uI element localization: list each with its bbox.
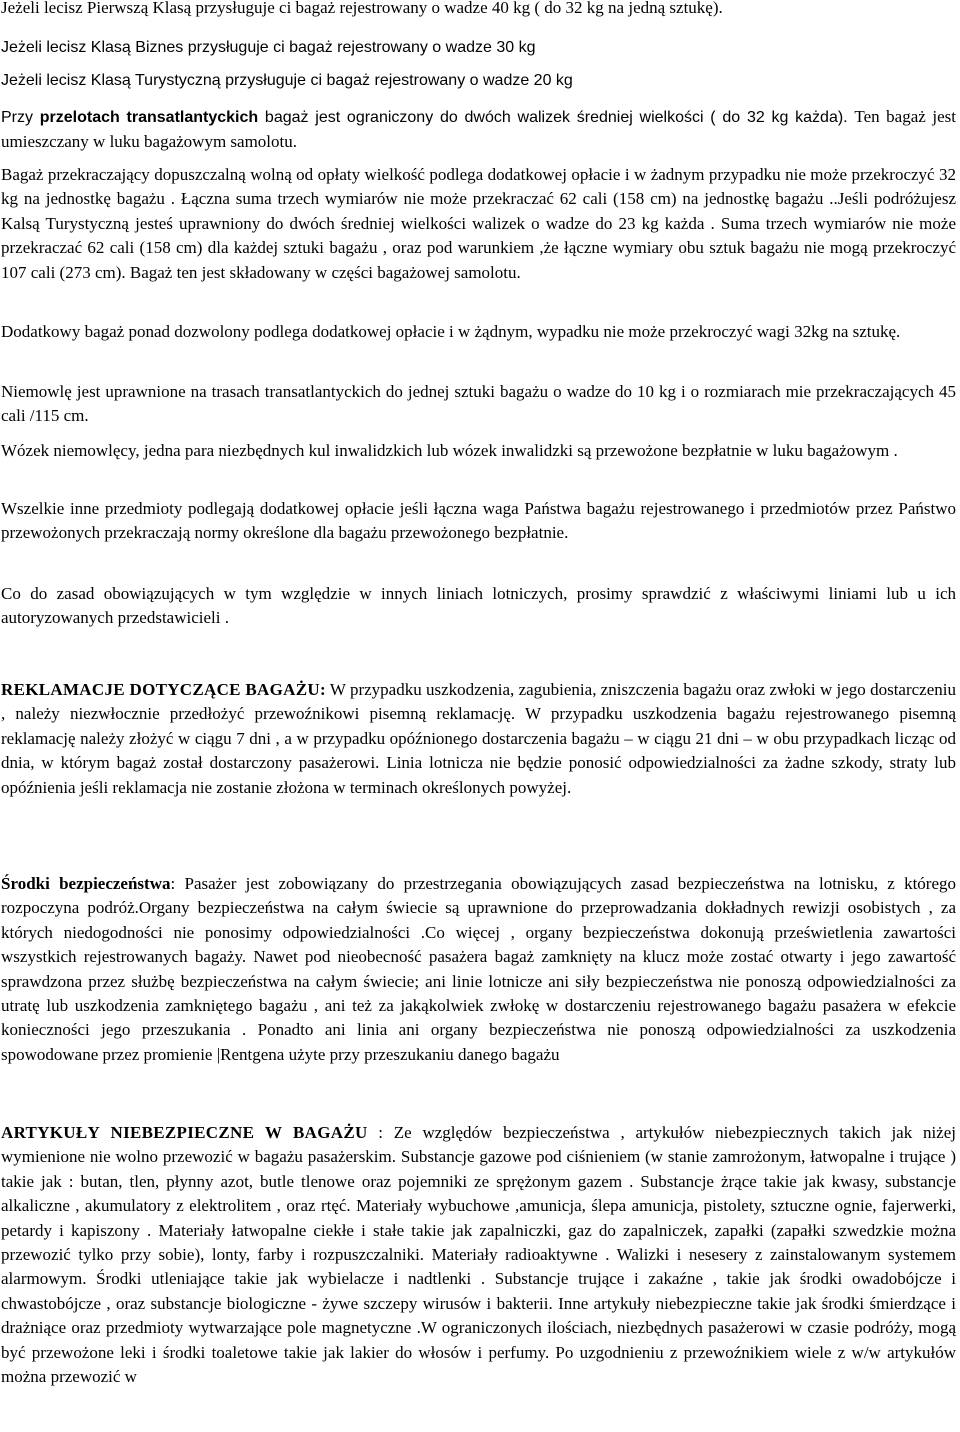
dangerous-items-paragraph xyxy=(1,1121,956,1389)
excess-baggage-paragraph: Bagaż przekraczający dopuszczalną wolną od opłaty wielkość podlega dodatkowej opłacie i w żadnym przypadku nie może przekroczyć 32 kg na jednostkę bagażu . Łączna suma trzech wymiarów nie może przekraczać 62 cali (158 cm) na jednostkę bagażu ..Jeśli podróżujesz Kalsą Turystyczną jesteś uprawniony do dwóch średniej wielkości walizek o wadze do 23 kg każda . Suma trzech wymiarów nie może przekraczać 62 cali (158 cm) dla każdej sztuki bagażu , oraz pod warunkiem ,że łączne wymiary obu sztuk bagażu nie mogą przekroczyć 107 cali (273 cm). Bagaż ten jest składowany w części bagażowej samolotu. xyxy=(1,165,956,282)
transatlantic-paragraph xyxy=(1,105,956,156)
dangerous-heading: ARTYKUŁY NIEBEZPIECZNE W BAGAŻU xyxy=(1,1123,368,1142)
complaints-heading: REKLAMACJE DOTYCZĄCE BAGAŻU: xyxy=(1,680,326,699)
baggage-first-class-line: Jeżeli lecisz Pierwszą Klasą przysługuje ci bagaż rejestrowany o wadze 40 kg ( do 32 kg na jedną sztukę). xyxy=(1,0,723,17)
extra-baggage-paragraph: Dodatkowy bagaż ponad dozwolony podlega dodatkowej opłacie i w żądnym, wypadku nie może przekroczyć wagi 32kg na sztukę. xyxy=(1,322,901,341)
transatlantic-tail: Ten bagaż jest umieszczany w luku bagażowym samolotu. xyxy=(1,107,956,152)
security-tail: Rentgena użyte przy przeszukaniu danego bagażu xyxy=(220,1044,560,1064)
security-bar: | xyxy=(216,1044,221,1064)
baggage-business-line: Jeżeli lecisz Klasą Biznes przysługuje ci bagaż rejestrowany o wadze 30 kg xyxy=(1,39,536,56)
infant-baggage-paragraph: Niemowlę jest uprawnione na trasach transatlantyckich do jednej sztuki bagażu o wadze do 10 kg i o rozmiarach mie przekraczających 45 cali /115 cm. xyxy=(1,382,956,426)
security-paragraph xyxy=(1,872,956,1067)
complaints-paragraph xyxy=(1,678,956,800)
other-airlines-paragraph: Co do zasad obowiązujących w tym względzie w innych liniach lotniczych, prosimy sprawdzić z właściwymi liniami lub u ich autoryzowanych przedstawicieli . xyxy=(1,584,956,628)
transatlantic-lead: Przy xyxy=(1,109,40,126)
transatlantic-rest: bagaż jest ograniczony do dwóch walizek średniej wielkości ( do 32 kg każda). xyxy=(258,109,855,126)
security-heading: Środki bezpieczeństwa xyxy=(1,874,171,893)
transatlantic-bold: przelotach transatlantyckich xyxy=(39,109,259,126)
security-colon: : xyxy=(170,874,176,893)
security-body: Pasażer jest zobowiązany do przestrzegania obowiązujących zasad bezpieczeństwa na lotnisku, z którego rozpoczyna podróż.Organy bezpieczeństwa na całym świecie są uprawnione do przeprowadzania dokładnych rewizji osobistych , za których niedogodności nie ponosimy odpowiedzialności .Co więcej , organy bezpieczeństwa dokonują prześwietlenia zawartości wszystkich rejestrowanych bagaży. Nawet pod nieobecność pasażera bagaż zamknięty na klucz może zostać otwarty i jego zawartość sprawdzona przez służbę bezpieczeństwa na całym świecie; ani linie lotnicze ani siły bezpieczeństwa nie ponoszą odpowiedzialności za utratę lub uszkodzenia zamkniętego bagażu , ani też za jakąkolwiek zwłokę w dostarczeniu rejestrowanego bagażu pasażera w efekcie konieczności jego przeszukania . Ponadto ani linia ani organy bezpieczeństwa nie ponoszą odpowiedzialności za uszkodzenia spowodowane przez promienie xyxy=(1,874,956,1064)
complaints-body: W przypadku uszkodzenia, zagubienia, zniszczenia bagażu oraz zwłoki w jego dostarczeniu , należy niezwłocznie przedłożyć przewoźnikowi pisemną reklamację. W przypadku uszkodzenia bagażu rejestrowanego pisemną reklamację należy złożyć w ciągu 7 dni , a w przypadku opóźnionego dostarczenia bagażu – w ciągu 21 dni – w obu przypadkach licząc od dnia, w którym bagaż został dostarczony pasażerowi. Linia lotnicza nie będzie ponosić odpowiedzialności za żadne szkody, straty lub opóźnienia jeśli reklamacja nie zostanie złożona w terminach określonych powyżej. xyxy=(1,680,957,797)
other-items-paragraph: Wszelkie inne przedmioty podlegają dodatkowej opłacie jeśli łączna waga Państwa bagażu rejestrowanego i przedmiotów przez Państwo przewożonych przekraczają normy określone dla bagażu przewożonego bezpłatnie. xyxy=(1,499,956,543)
stroller-paragraph: Wózek niemowlęcy, jedna para niezbędnych kul inwalidzkich lub wózek inwalidzki są przewożone bezpłatnie w luku bagażowym . xyxy=(1,441,898,460)
dangerous-body: : Ze względów bezpieczeństwa , artykułów niebezpiecznych takich jak niżej wymienione nie wolno przewozić w bagażu pasażerskim. Substancje gazowe pod ciśnieniem (w stanie zamrożonym, łatwopalne i trujące ) takie jak : butan, tlen, płynny azot, butle tlenowe oraz pojemniki ze sprężonym gazem . Substancje żrące takie jak kwasy, substancje alkaliczne , akumulatory z elektrolitem , oraz rtęć. Materiały wybuchowe ,amunicja, ślepa amunicja, pistolety, sztuczne ognie, fajerwerki, petardy i kapiszony . Materiały łatwopalne ciekłe i stałe takie jak zapalniczki, gaz do zapalniczek, zapałki (zapałki szwedzkie można przewozić tylko przy sobie), lonty, farby i rozpuszczalniki. Materiały radioaktywne . Walizki i nesesery z zainstalowanym systemem alarmowym. Środki utleniające takie jak wybielacze i nadtlenki . Substancje trujące i zakaźne , takie jak środki owadobójcze i chwastobójcze , oraz substancje biologiczne - żywe szczepy wirusów i bakterii. Inne artykuły niebezpieczne takie jak środki śmierdzące i drażniące oraz przedmioty wytwarzające pole magnetyczne .W ograniczonych ilościach, niezbędnych pasażerowi w czasie podróży, mogą być przewożone leki i środki toaletowe takie jak lakier do włosów i perfumy. Po uzgodnieniu z przewoźnikiem wiele z w/w artykułów można przewozić w xyxy=(1,1123,956,1387)
baggage-tourist-line: Jeżeli lecisz Klasą Turystyczną przysługuje ci bagaż rejestrowany o wadze 20 kg xyxy=(1,72,573,89)
